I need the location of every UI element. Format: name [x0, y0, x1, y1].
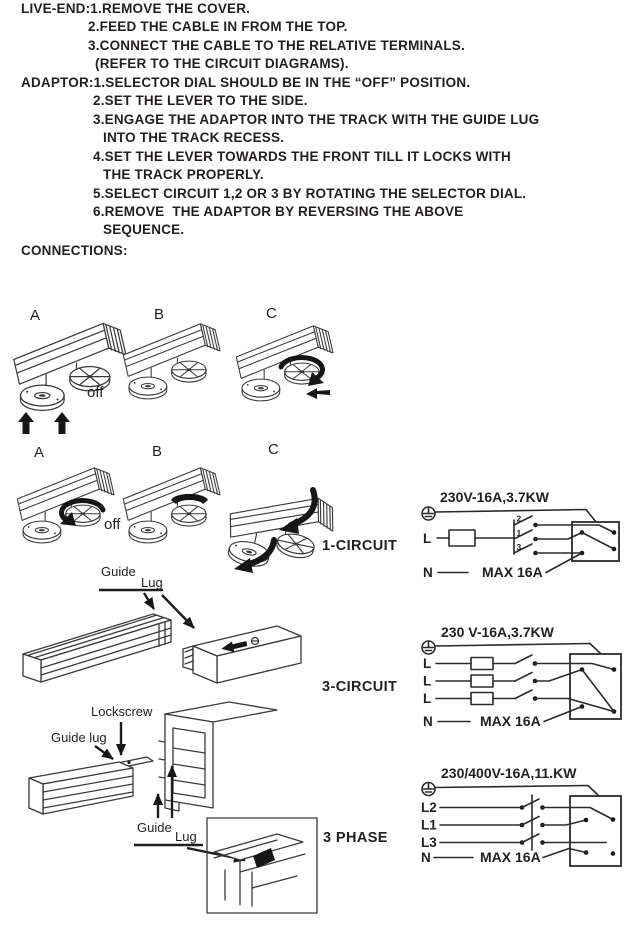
instruction-line: (REFER TO THE CIRCUIT DIAGRAMS).: [95, 56, 349, 72]
up-arrow-icon: [18, 412, 34, 434]
lug-inset-drawing: [207, 818, 317, 913]
circuit3-schematic: [418, 620, 640, 738]
connections-heading: CONNECTIONS:: [21, 242, 128, 258]
phase3-n-label: N: [421, 850, 431, 865]
circuit3-caption: 3-CIRCUIT: [322, 679, 398, 695]
instruction-line: 2.SET THE LEVER TO THE SIDE.: [93, 93, 308, 109]
lug-label: Lug: [175, 829, 197, 844]
circuit3-n-label: N: [423, 714, 433, 729]
adaptor-row2-figure: [8, 440, 408, 580]
circuit1-l-label: L: [423, 531, 432, 546]
circuit3-l1-label: L: [423, 656, 432, 671]
fuse-symbol: [449, 530, 475, 546]
instruction-line: 3.ENGAGE THE ADAPTOR INTO THE TRACK WITH THE GUIDE LUG: [93, 111, 540, 127]
row2-off-label: off: [104, 516, 121, 533]
circuit3-l2-label: L: [423, 673, 432, 689]
circuit1-switch-3: 3: [516, 542, 522, 552]
instruction-line: 2.FEED THE CABLE IN FROM THE TOP.: [88, 19, 348, 35]
adaptor-b-drawing: [123, 324, 220, 399]
instruction-line: 3.CONNECT THE CABLE TO THE RELATIVE TERMINALS.: [88, 37, 465, 53]
adaptor-row1-figure: [8, 300, 398, 440]
phase-row: [440, 834, 606, 845]
instruction-line: 4.SET THE LEVER TOWARDS THE FRONT TILL IT LOCKS WITH: [93, 148, 511, 164]
phase-row: [440, 799, 613, 820]
adaptor-a-drawing: [14, 323, 126, 410]
row1-label-a: A: [30, 307, 41, 324]
track-cross-section-drawing: [159, 702, 277, 811]
row1-label-b: B: [154, 306, 165, 323]
instruction-line: INTO THE TRACK RECESS.: [103, 130, 285, 146]
guide-label: Guide: [137, 820, 172, 835]
instruction-line: LIVE-END:1.REMOVE THE COVER.: [21, 1, 251, 16]
circuit1-caption: 1-CIRCUIT: [322, 538, 398, 554]
row2-label-b: B: [152, 443, 163, 460]
earth-icon: [422, 507, 435, 520]
phase3-l3-label: L3: [421, 835, 437, 850]
fuse-row: [436, 655, 614, 670]
instruction-line: SEQUENCE.: [103, 222, 185, 238]
phase3-max-label: MAX 16A: [480, 849, 541, 865]
row1-off-label: off: [87, 384, 104, 401]
circuit1-n-label: N: [423, 565, 433, 580]
guide-label: Guide: [101, 564, 136, 579]
phase-row: [440, 817, 586, 828]
circuit3-title: 230 V-16A,3.7KW: [441, 624, 554, 640]
circuit1-switch-2: 2: [516, 513, 522, 524]
phase3-caption: 3 PHASE: [323, 830, 388, 846]
row2-label-a: A: [34, 444, 45, 461]
adaptor-b-drawing: [123, 468, 220, 543]
phase3-l1-label: L1: [421, 817, 437, 833]
pointer-arrow-icon: [95, 746, 113, 759]
earth-icon: [422, 641, 435, 654]
guide-lug-label: Guide lug: [51, 730, 107, 745]
instruction-line: ADAPTOR:1.SELECTOR DIAL SHOULD BE IN THE “OFF” POSITION.: [21, 74, 471, 90]
circuit1-max-label: MAX 16A: [482, 564, 543, 580]
pointer-arrow-icon: [144, 593, 154, 609]
circuit1-title: 230V-16A,3.7KW: [440, 489, 549, 505]
circuit3-l3-label: L: [423, 691, 432, 706]
row1-label-c: C: [266, 305, 277, 322]
circuit1-switch-1: 1: [516, 528, 522, 538]
track-connector-figure: [15, 562, 410, 702]
track-joining-figure: [15, 700, 415, 920]
lug-label: Lug: [141, 575, 163, 590]
row2-label-c: C: [268, 441, 279, 458]
live-end-connector-drawing: [183, 626, 301, 683]
instruction-text: [0, 0, 640, 260]
circuit1-schematic: [418, 483, 640, 583]
instruction-line: 6.REMOVE THE ADAPTOR BY REVERSING THE ABOVE: [93, 203, 464, 219]
instruction-line: 5.SELECT CIRCUIT 1,2 OR 3 BY ROTATING THE SELECTOR DIAL.: [93, 185, 527, 201]
instruction-line: THE TRACK PROPERLY.: [103, 167, 264, 183]
phase3-l2-label: L2: [421, 800, 437, 815]
up-arrow-icon: [54, 412, 70, 434]
fuse-row: [436, 670, 582, 688]
phase3-title: 230/400V-16A,11.KW: [441, 765, 577, 781]
track-rail-drawing: [23, 614, 171, 682]
earth-icon: [422, 783, 435, 796]
phase3-schematic: [418, 758, 640, 876]
fuse-row: [436, 690, 614, 712]
circuit3-max-label: MAX 16A: [480, 713, 541, 729]
track-end-drawing: [29, 757, 153, 814]
lockscrew-label: Lockscrew: [91, 704, 153, 719]
